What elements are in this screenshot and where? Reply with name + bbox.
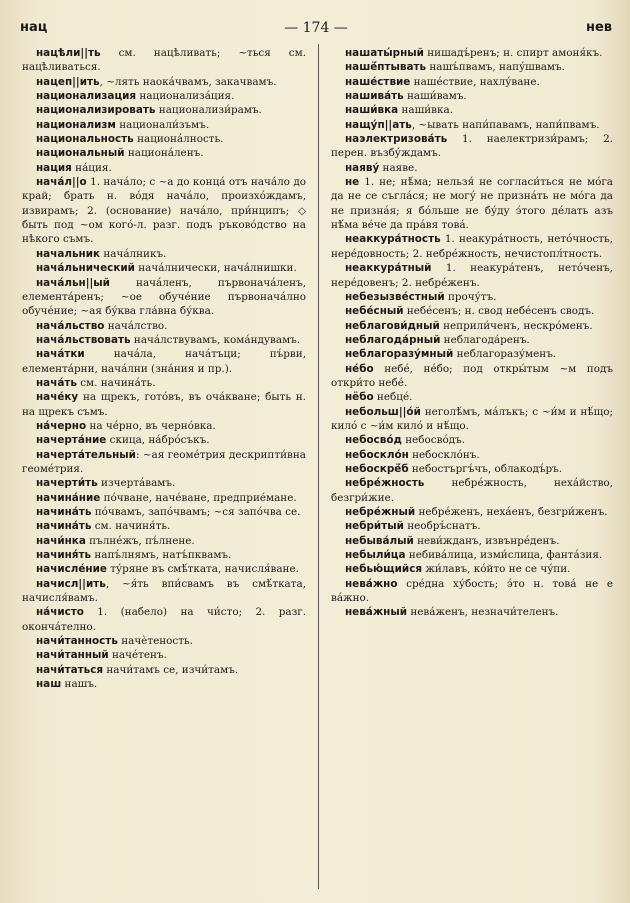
entry-definition: 1. наелектризи́рамъ; 2. перен. възбу́ждамъ. (331, 133, 613, 160)
dictionary-entry (331, 333, 613, 347)
entry-definition: : ~ая геоме́трия дескрипти́вна геоме́трия. (22, 448, 306, 475)
entry-definition: небосво́дъ. (401, 434, 466, 447)
left-column (22, 46, 306, 691)
entry-headword: нация (36, 161, 72, 174)
dictionary-entry (22, 175, 306, 247)
dictionary-entry (22, 505, 306, 519)
entry-definition: на че́рно, въ черно́вка. (86, 419, 216, 432)
entry-definition: см. начина́ть. (76, 376, 156, 389)
entry-definition: , ~ывать напи́павамъ, напи́пвамъ. (411, 118, 600, 131)
entry-headword: нача́льнический (36, 262, 135, 275)
dictionary-entry (22, 390, 306, 419)
dictionary-entry (22, 419, 306, 433)
entry-definition: на́ция. (71, 161, 112, 174)
entry-definition: нашъ. (61, 678, 98, 691)
entry-definition: необръ́снатъ. (403, 520, 481, 533)
entry-definition: скица, на́бро́съкъ. (106, 434, 210, 447)
entry-definition: наши́вка. (398, 104, 454, 117)
entry-definition: жи́лавъ, ко́йто не се чу́пи. (422, 563, 571, 576)
entry-definition: нача́лникъ. (100, 247, 167, 260)
entry-definition: нача́ла, нача́тъци; пъ́рви, елемента́рни, нача́лни (зна́ния и пр.). (22, 348, 306, 375)
dictionary-entry (22, 75, 306, 89)
entry-headword: небоскрё́б (345, 462, 409, 475)
entry-definition: неголѣ́мъ, ма́лъкъ; с ~и́м и нѣ́що; кило́ с ~и́м кило́ и нѣ́що. (331, 405, 613, 432)
dictionary-entry (331, 433, 613, 447)
entry-headword: национализм (36, 118, 116, 131)
entry-headword: небольш||о́й (345, 405, 421, 418)
dictionary-entry (331, 261, 613, 290)
entry-headword: небре́жность (345, 477, 425, 490)
column-divider (318, 44, 319, 889)
entry-definition: см. начиня́ть. (91, 520, 171, 533)
entry-definition: нева́женъ, незначи́теленъ. (407, 606, 559, 619)
dictionary-entry (331, 60, 613, 74)
entry-headword: на́чисто (36, 606, 84, 619)
dictionary-entry (331, 347, 613, 361)
entry-headword: начи́танность (36, 635, 118, 648)
dictionary-entry (331, 319, 613, 333)
entry-definition: ту́ряне въ смѣ́тката, начисля́ване. (106, 563, 299, 576)
dictionary-entry (22, 448, 306, 477)
entry-headword: нача́л||о (36, 176, 87, 189)
entry-definition: по́чвамъ, запо́чвамъ; ~ся запо́чва се. (91, 506, 301, 518)
dictionary-entry (22, 519, 306, 533)
dictionary-entry (22, 319, 306, 333)
entry-headword: наше́ствие (345, 75, 411, 88)
dictionary-entry (331, 405, 613, 434)
entry-definition: неблагоразу́менъ. (453, 348, 557, 361)
entry-headword: неблагови́дный (345, 319, 440, 332)
entry-headword: нача́тки (36, 348, 85, 361)
dictionary-entry (331, 304, 613, 318)
dictionary-entry (331, 605, 613, 619)
entry-definition: нача́ленъ, първонача́ленъ, елемента́ренъ; ~ое обуче́ние първонача́лно обуче́ние; ~ая бу́ква гла́вна бу́ква. (22, 276, 306, 318)
entry-definition: нача́лство. (104, 319, 168, 332)
entry-headword: неаккура́тность (345, 233, 441, 246)
entry-headword: наче́ку (36, 391, 79, 404)
dictionary-entry (22, 103, 306, 117)
entry-definition: нача́лнически, нача́лнишки. (134, 262, 297, 275)
dictionary-entry (331, 46, 613, 60)
entry-headword: начина́ть (36, 520, 92, 533)
entry-definition: неви́жданъ, извънре́денъ. (413, 534, 560, 547)
dictionary-entry (22, 605, 306, 634)
dictionary-entry (331, 476, 613, 505)
dictionary-entry (22, 491, 306, 505)
running-head-left: нац (20, 20, 48, 35)
dictionary-entry (22, 433, 306, 447)
right-column (331, 46, 613, 620)
dictionary-entry (22, 247, 306, 261)
entry-definition: напъ́лнямъ, натъ́пквамъ. (91, 549, 232, 562)
entry-definition: небе́, не́бо; под откры́тым ~м подъ откри́то небе́. (331, 362, 613, 389)
entry-headword: начерта́тельный (36, 448, 136, 461)
entry-headword: нащу́п||ать (345, 118, 412, 131)
entry-headword: неблагода́рный (345, 333, 441, 346)
entry-headword: небезызве́стный (345, 290, 445, 303)
dictionary-entry (22, 261, 306, 275)
entry-headword: нача́льствовать (36, 333, 131, 346)
entry-headword: начина́ть (36, 506, 92, 518)
dictionary-entry (331, 89, 613, 103)
dictionary-entry (22, 376, 306, 390)
dictionary-entry (331, 132, 613, 161)
entry-headword: нашива́ть (345, 90, 404, 103)
entry-definition: начи́тамъ се, изчи́тамъ. (103, 663, 239, 676)
dictionary-entry (22, 534, 306, 548)
entry-headword: нацеп||ить (36, 75, 100, 88)
entry-headword: начина́ние (36, 491, 101, 504)
entry-definition: 1. не; нѣ́ма; нельзя́ не согласи́ться не мо́га да не се съгла́ся; не могу́ не призна́ть не мо́га да не призна́я; я бо́льше не бу́ду э́того де́лать азъ нѣ́ма ве́че да пра́вя това́. (331, 176, 613, 232)
entry-definition: наяве. (379, 161, 418, 174)
entry-headword: нашё́птывать (345, 61, 427, 74)
dictionary-entry (331, 232, 613, 261)
dictionary-entry (331, 103, 613, 117)
entry-headword: нашаты́рный (345, 47, 424, 59)
entry-headword: начиня́ть (36, 549, 92, 562)
entry-definition: изчерта́вамъ. (97, 477, 176, 490)
entry-definition: национа́ленъ. (124, 147, 204, 160)
entry-definition: 1. (набело) на чи́сто; 2. разг. оконча́телно. (22, 606, 306, 633)
entry-headword: национальность (36, 133, 134, 146)
dictionary-entry (331, 534, 613, 548)
entry-headword: нача́ть (36, 376, 77, 389)
dictionary-entry (331, 519, 613, 533)
entry-headword: небыва́лый (345, 534, 414, 547)
entry-headword: национализация (36, 90, 137, 103)
entry-headword: на́черно (36, 419, 87, 432)
entry-definition: нашъ́пвамъ, напу́швамъ. (426, 61, 565, 74)
entry-definition: неблагода́ренъ. (440, 333, 530, 346)
dictionary-entry (22, 46, 306, 75)
entry-definition: национализи́рамъ. (155, 104, 262, 117)
dictionary-entry (22, 89, 306, 103)
entry-definition: небре́жность, неха́йство, безгри́жие. (331, 477, 613, 504)
entry-definition: , ~я́ть впи́свамъ въ смѣ́тката, начисля́вамъ. (22, 577, 306, 605)
entry-definition: см. нацѣливать; ~ться см. нацѣливаться. (22, 47, 306, 74)
entry-definition: наше́ствие, нахлу́ване. (410, 75, 540, 88)
entry-definition: национали́зъмъ. (115, 118, 210, 131)
dictionary-entry (22, 548, 306, 562)
entry-headword: не́бо (345, 362, 374, 375)
dictionary-entry (22, 476, 306, 490)
entry-headword: небыли́ца (345, 549, 406, 562)
entry-headword: небре́жный (345, 506, 416, 518)
dictionary-entry (331, 75, 613, 89)
entry-headword: наяву́ (345, 161, 380, 174)
entry-definition: небива́лица, изми́слица, фанта́зия. (405, 549, 603, 562)
entry-headword: начерта́ние (36, 434, 107, 447)
entry-definition: пълне́жъ, пъ́лнене. (85, 534, 195, 547)
entry-headword: нева́жный (345, 606, 408, 619)
dictionary-entry (22, 118, 306, 132)
dictionary-entry (331, 548, 613, 562)
entry-headword: начальник (36, 247, 101, 260)
dictionary-entry (22, 648, 306, 662)
entry-headword: не (345, 176, 360, 189)
dictionary-entry (331, 448, 613, 462)
dictionary-entry (331, 118, 613, 132)
page-number: — 174 — (284, 20, 348, 36)
entry-definition: небце́. (373, 391, 413, 404)
entry-headword: национализировать (36, 104, 156, 117)
entry-headword: национальный (36, 147, 125, 160)
entry-definition: прочу́тъ. (444, 290, 497, 303)
dictionary-entry (331, 390, 613, 404)
entry-headword: небосво́д (345, 434, 402, 447)
entry-headword: начи́нка (36, 534, 86, 547)
entry-headword: начисле́ние (36, 563, 107, 576)
dictionary-entry (22, 161, 306, 175)
dictionary-entry (22, 347, 306, 376)
entry-definition: , ~лять наока́чвамъ, закачвамъ. (99, 75, 277, 88)
dictionary-entry (22, 562, 306, 576)
running-head-right: нев (585, 20, 612, 35)
entry-headword: наш (36, 678, 62, 691)
entry-definition: сре́дна ху́бость; э́то н. това́ не е ва́жно. (331, 577, 613, 605)
entry-headword: небри́тый (345, 520, 404, 533)
entry-definition: 1. нача́ло; с ~а до конца́ отъ нача́ло до край; брать н. во́дя нача́ло, произхо́ждамъ, извирамъ; 2. (основание) нача́ло, при́нципъ; ◇ быть под ~ом кого́-л. разг. подъ ръково́дство на нѣкого съмъ. (22, 176, 306, 246)
entry-headword: небе́сный (345, 305, 404, 318)
dictionary-entry (331, 290, 613, 304)
entry-headword: нацѣли||ть (36, 47, 101, 59)
entry-headword: неаккура́тный (345, 262, 432, 275)
dictionary-entry (22, 146, 306, 160)
entry-headword: нача́льн||ый (36, 276, 110, 289)
entry-headword: нача́льство (36, 319, 105, 332)
dictionary-entry (22, 663, 306, 677)
entry-definition: начѐтеность. (117, 635, 193, 648)
entry-definition: небе́сенъ; н. свод небе́сенъ сводъ. (403, 305, 595, 318)
dictionary-entry (22, 677, 306, 691)
entry-definition: небоскло́нъ. (408, 448, 480, 461)
entry-definition: на щрекъ, гото́въ, въ оча́кване; быть н. на щрекъ съмъ. (22, 391, 306, 418)
entry-headword: неблагоразу́мный (345, 348, 454, 361)
entry-headword: небоскло́н (345, 448, 409, 461)
entry-definition: небре́женъ, неха́енъ, безгри́женъ. (415, 506, 608, 518)
dictionary-entry (331, 175, 613, 232)
page-header (20, 20, 612, 42)
entry-headword: наши́вка (345, 104, 399, 117)
entry-headword: начи́таться (36, 663, 104, 676)
dictionary-entry (331, 362, 613, 391)
entry-headword: нёбо (345, 391, 374, 404)
dictionary-entry (331, 505, 613, 519)
dictionary-entry (331, 562, 613, 576)
dictionary-entry (22, 276, 306, 319)
dictionary-entry (331, 462, 613, 476)
entry-headword: начи́танный (36, 649, 109, 662)
entry-definition: небостъргъ́чъ, облакодъ́ръ. (408, 462, 563, 475)
entry-headword: начерти́ть (36, 477, 98, 490)
dictionary-entry (22, 577, 306, 606)
entry-definition: наши́вамъ. (403, 90, 467, 103)
entry-headword: наэлектризова́ть (345, 133, 448, 146)
dictionary-entry (22, 634, 306, 648)
entry-headword: нева́жно (345, 577, 398, 590)
entry-headword: начисл||ить (36, 577, 106, 590)
dictionary-entry (331, 161, 613, 175)
entry-definition: национа́лность. (133, 133, 224, 146)
entry-definition: 1. неакура́тность, нето́чность, нере́довность; 2. небре́жность, нечистопл́тность. (331, 233, 613, 260)
entry-definition: нишадъ́ренъ; н. спирт амоня́къ. (423, 47, 603, 59)
dictionary-entry (22, 132, 306, 146)
entry-definition: нача́лствувамъ, кома́ндувамъ. (130, 333, 301, 346)
entry-definition: 1. неакура́тенъ, нето́ченъ, нере́довенъ; 2. небре́женъ. (331, 262, 613, 289)
entry-definition: по́чване, наче́ване, предприе́мане. (100, 491, 297, 504)
dictionary-entry (22, 333, 306, 347)
entry-headword: небью́щийся (345, 563, 423, 576)
entry-definition: наче́тенъ. (108, 649, 167, 662)
entry-definition: национализа́ция. (136, 90, 235, 103)
dictionary-entry (331, 577, 613, 606)
entry-definition: неприли́ченъ, нескро́менъ. (439, 319, 593, 332)
